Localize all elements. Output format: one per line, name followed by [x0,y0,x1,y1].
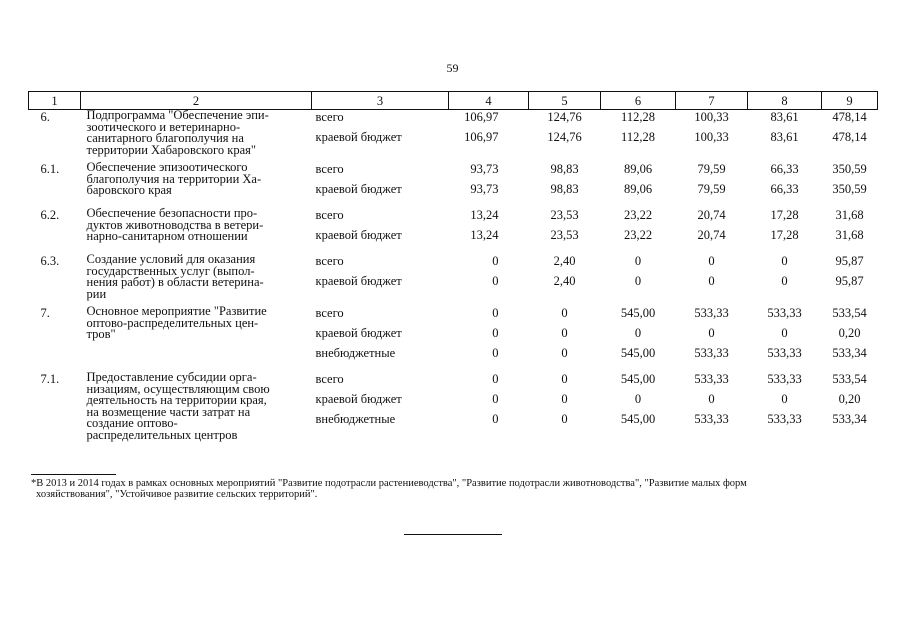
row-title-line: территории Хабаровского края" [86,142,256,157]
value: 93,73 [470,182,499,196]
row-title [81,208,312,254]
value: 66,33 [770,182,799,196]
column-header: 9 [822,92,878,110]
value: 124,76 [547,130,582,144]
value: 478,14 [832,110,867,124]
value: 98,83 [550,182,579,196]
value: 23,53 [550,228,579,242]
funding-source-label: внебюджетные [315,346,396,360]
value: 0 [781,392,788,406]
value-cell-col-9 [822,254,878,306]
footnote [31,478,881,500]
value: 0 [492,346,499,360]
value: 13,24 [470,228,499,242]
value: 100,33 [694,110,729,124]
funding-source-label: всего [315,162,344,176]
row-number: 6.3. [40,254,60,268]
value: 0 [781,254,788,268]
row-title [81,372,312,447]
column-header: 8 [748,92,822,110]
row-title-line: Предоставление субсидии орга- [86,370,257,384]
footnote-line-1: *В 2013 и 2014 годах в рамках основных мероприятий "Развитие подотрасли растениеводства", "Развитие подотрасли животноводства", "Развитие малых форм [31,478,747,489]
column-header: 6 [601,92,676,110]
value-cell-col-7 [676,162,748,208]
value: 2,40 [553,274,576,288]
row-number: 6.1. [40,162,60,176]
value-cell-col-5 [529,306,601,372]
footnote-line-2: хозяйствования", "Устойчивое развитие сельских территорий". [36,489,318,500]
column-number-row [29,92,878,110]
row-title-line: распределительных центров [86,427,238,442]
value-cell-col-4 [449,208,529,254]
value-cell-col-9 [822,372,878,447]
value: 350,59 [832,162,867,176]
row-title-line: санитарного благополучия на [86,131,244,145]
value: 545,00 [620,372,656,386]
funding-source-label: всего [315,254,344,268]
funding-source-label: всего [315,110,344,124]
table-row [29,162,878,208]
row-title-line: дуктов животноводства в ветери- [86,217,264,232]
row-title-line: низациям, осуществляющим свою [86,381,270,396]
value: 533,34 [832,412,867,426]
value: 23,22 [623,228,653,242]
row-title-line: оптово-распределительных цен- [86,315,259,330]
value-cell-col-8 [748,254,822,306]
column-header: 3 [312,92,449,110]
value: 545,00 [620,346,656,360]
value: 545,00 [620,412,656,426]
value-cell-col-8 [748,162,822,208]
row-title [81,162,312,208]
value: 533,33 [767,306,802,320]
value: 533,33 [694,372,729,386]
value: 0 [634,254,642,268]
table-row [29,208,878,254]
funding-source-label: краевой бюджет [315,130,402,144]
row-title-line: Создание условий для оказания [86,252,256,266]
value: 533,33 [694,306,729,320]
funding-source-cell [312,110,449,163]
value: 0 [634,274,642,288]
value-cell-col-9 [822,306,878,372]
funding-source-cell [312,254,449,306]
value: 89,06 [623,162,653,176]
value-cell-col-4 [449,372,529,447]
row-number: 7. [40,306,50,320]
value: 0 [492,326,499,340]
table-body [29,110,878,448]
value: 0,20 [838,392,861,406]
funding-source-label: краевой бюджет [315,274,402,288]
value-cell-col-7 [676,254,748,306]
row-title-line: зоотического и ветеринарно- [86,119,241,134]
value: 98,83 [550,162,579,176]
funding-source-label: краевой бюджет [315,228,402,242]
value-cell-col-4 [449,110,529,163]
value: 0 [708,254,715,268]
value-cell-col-7 [676,372,748,447]
value: 0 [561,326,568,340]
value: 0,20 [838,326,861,340]
value: 533,33 [767,346,802,360]
row-title-line: Основное мероприятие "Развитие [86,304,267,318]
value-cell-col-5 [529,208,601,254]
column-header: 1 [29,92,81,110]
value: 124,76 [547,110,582,124]
value: 95,87 [835,254,864,268]
value: 533,33 [767,372,802,386]
row-title-line: Обеспечение эпизоотического [86,160,248,174]
value-cell-col-6 [601,162,676,208]
value-cell-col-9 [822,208,878,254]
value: 545,00 [620,306,656,320]
row-number: 7.1. [40,372,60,386]
value: 350,59 [832,182,867,196]
page-number: 59 [446,61,459,75]
row-title-line: баровского края [86,183,172,197]
row-title [81,110,312,163]
column-header: 4 [449,92,529,110]
value-cell-col-7 [676,208,748,254]
value: 17,28 [770,208,799,222]
table-row [29,254,878,306]
value: 112,28 [621,130,655,144]
table-row [29,306,878,372]
funding-source-label: внебюджетные [315,412,396,426]
value: 0 [561,392,568,406]
row-title-line: на возмещение части затрат на [86,404,251,419]
value: 83,61 [770,130,799,144]
value: 533,33 [694,412,729,426]
value: 0 [634,326,642,340]
value: 66,33 [770,162,799,176]
value: 13,24 [470,208,499,222]
value: 0 [708,392,715,406]
value: 0 [492,412,499,426]
row-title-line: государственных услуг (выпол- [86,263,255,278]
value: 93,73 [470,162,499,176]
value: 0 [561,412,568,426]
funding-source-cell [312,208,449,254]
value: 533,33 [767,412,802,426]
column-header: 2 [81,92,312,110]
value: 106,97 [464,110,499,124]
value-cell-col-5 [529,372,601,447]
row-title-line: тров" [86,327,116,341]
value-cell-col-6 [601,110,676,163]
row-title-line: нения работ) в области ветерина- [86,275,264,289]
value: 478,14 [832,130,867,144]
value: 533,33 [694,346,729,360]
value-cell-col-5 [529,254,601,306]
value-cell-col-7 [676,110,748,163]
row-title-line: Подпрограмма "Обеспечение эпи- [86,108,269,122]
value-cell-col-6 [601,372,676,447]
row-title-line: рии [86,286,107,301]
funding-source-label: краевой бюджет [315,182,402,196]
value-cell-col-6 [601,306,676,372]
row-number: 6.2. [40,208,60,222]
value: 0 [781,326,788,340]
funding-source-cell [312,372,449,447]
value-cell-col-4 [449,254,529,306]
funding-source-label: всего [315,372,344,386]
row-title-line: благополучия на территории Ха- [86,171,262,186]
value: 112,28 [621,110,655,124]
value: 0 [492,254,499,268]
value: 533,54 [832,306,867,320]
value-cell-col-8 [748,372,822,447]
value: 0 [561,346,568,360]
value-cell-col-8 [748,208,822,254]
value: 20,74 [697,228,726,242]
value: 0 [708,326,715,340]
value: 31,68 [835,228,864,242]
value-cell-col-5 [529,162,601,208]
end-of-page-rule [404,534,502,535]
footnote-rule [31,474,116,475]
funding-source-cell [312,162,449,208]
value: 0 [561,372,568,386]
value: 0 [561,306,568,320]
value: 83,61 [770,110,799,124]
value-cell-col-8 [748,306,822,372]
row-title [81,306,312,372]
funding-source-cell [312,306,449,372]
value: 79,59 [697,182,726,196]
value-cell-col-8 [748,110,822,163]
value: 20,74 [697,208,726,222]
value-cell-col-9 [822,110,878,163]
column-header: 5 [529,92,601,110]
row-number: 6. [40,110,50,124]
value: 0 [492,372,499,386]
row-title-line: Обеспечение безопасности про- [86,206,258,220]
value-cell-col-4 [449,162,529,208]
value: 23,22 [623,208,653,222]
value: 17,28 [770,228,799,242]
funding-source-label: краевой бюджет [315,392,402,406]
value: 106,97 [464,130,499,144]
row-title [81,254,312,306]
value-cell-col-4 [449,306,529,372]
value-cell-col-5 [529,110,601,163]
row-title-line: нарно-санитарном отношении [86,229,248,243]
value: 533,54 [832,372,867,386]
funding-source-label: всего [315,306,344,320]
value: 0 [492,392,499,406]
value: 0 [492,274,499,288]
value-cell-col-9 [822,162,878,208]
value-cell-col-6 [601,208,676,254]
value: 31,68 [835,208,864,222]
budget-table [28,91,878,447]
value: 2,40 [553,254,576,268]
value-cell-col-6 [601,254,676,306]
table-row [29,372,878,447]
value: 0 [708,274,715,288]
value: 95,87 [835,274,864,288]
value: 0 [492,306,499,320]
value: 100,33 [694,130,729,144]
row-title-line: создание оптово- [86,416,178,430]
row-title-line: деятельность на территории края, [86,393,267,407]
value: 79,59 [697,162,726,176]
value: 23,53 [550,208,579,222]
funding-source-label: всего [315,208,344,222]
value: 89,06 [623,182,653,196]
value: 0 [634,392,642,406]
table-row [29,110,878,163]
funding-source-label: краевой бюджет [315,326,402,340]
value: 0 [781,274,788,288]
column-header: 7 [676,92,748,110]
value-cell-col-7 [676,306,748,372]
value: 533,34 [832,346,867,360]
